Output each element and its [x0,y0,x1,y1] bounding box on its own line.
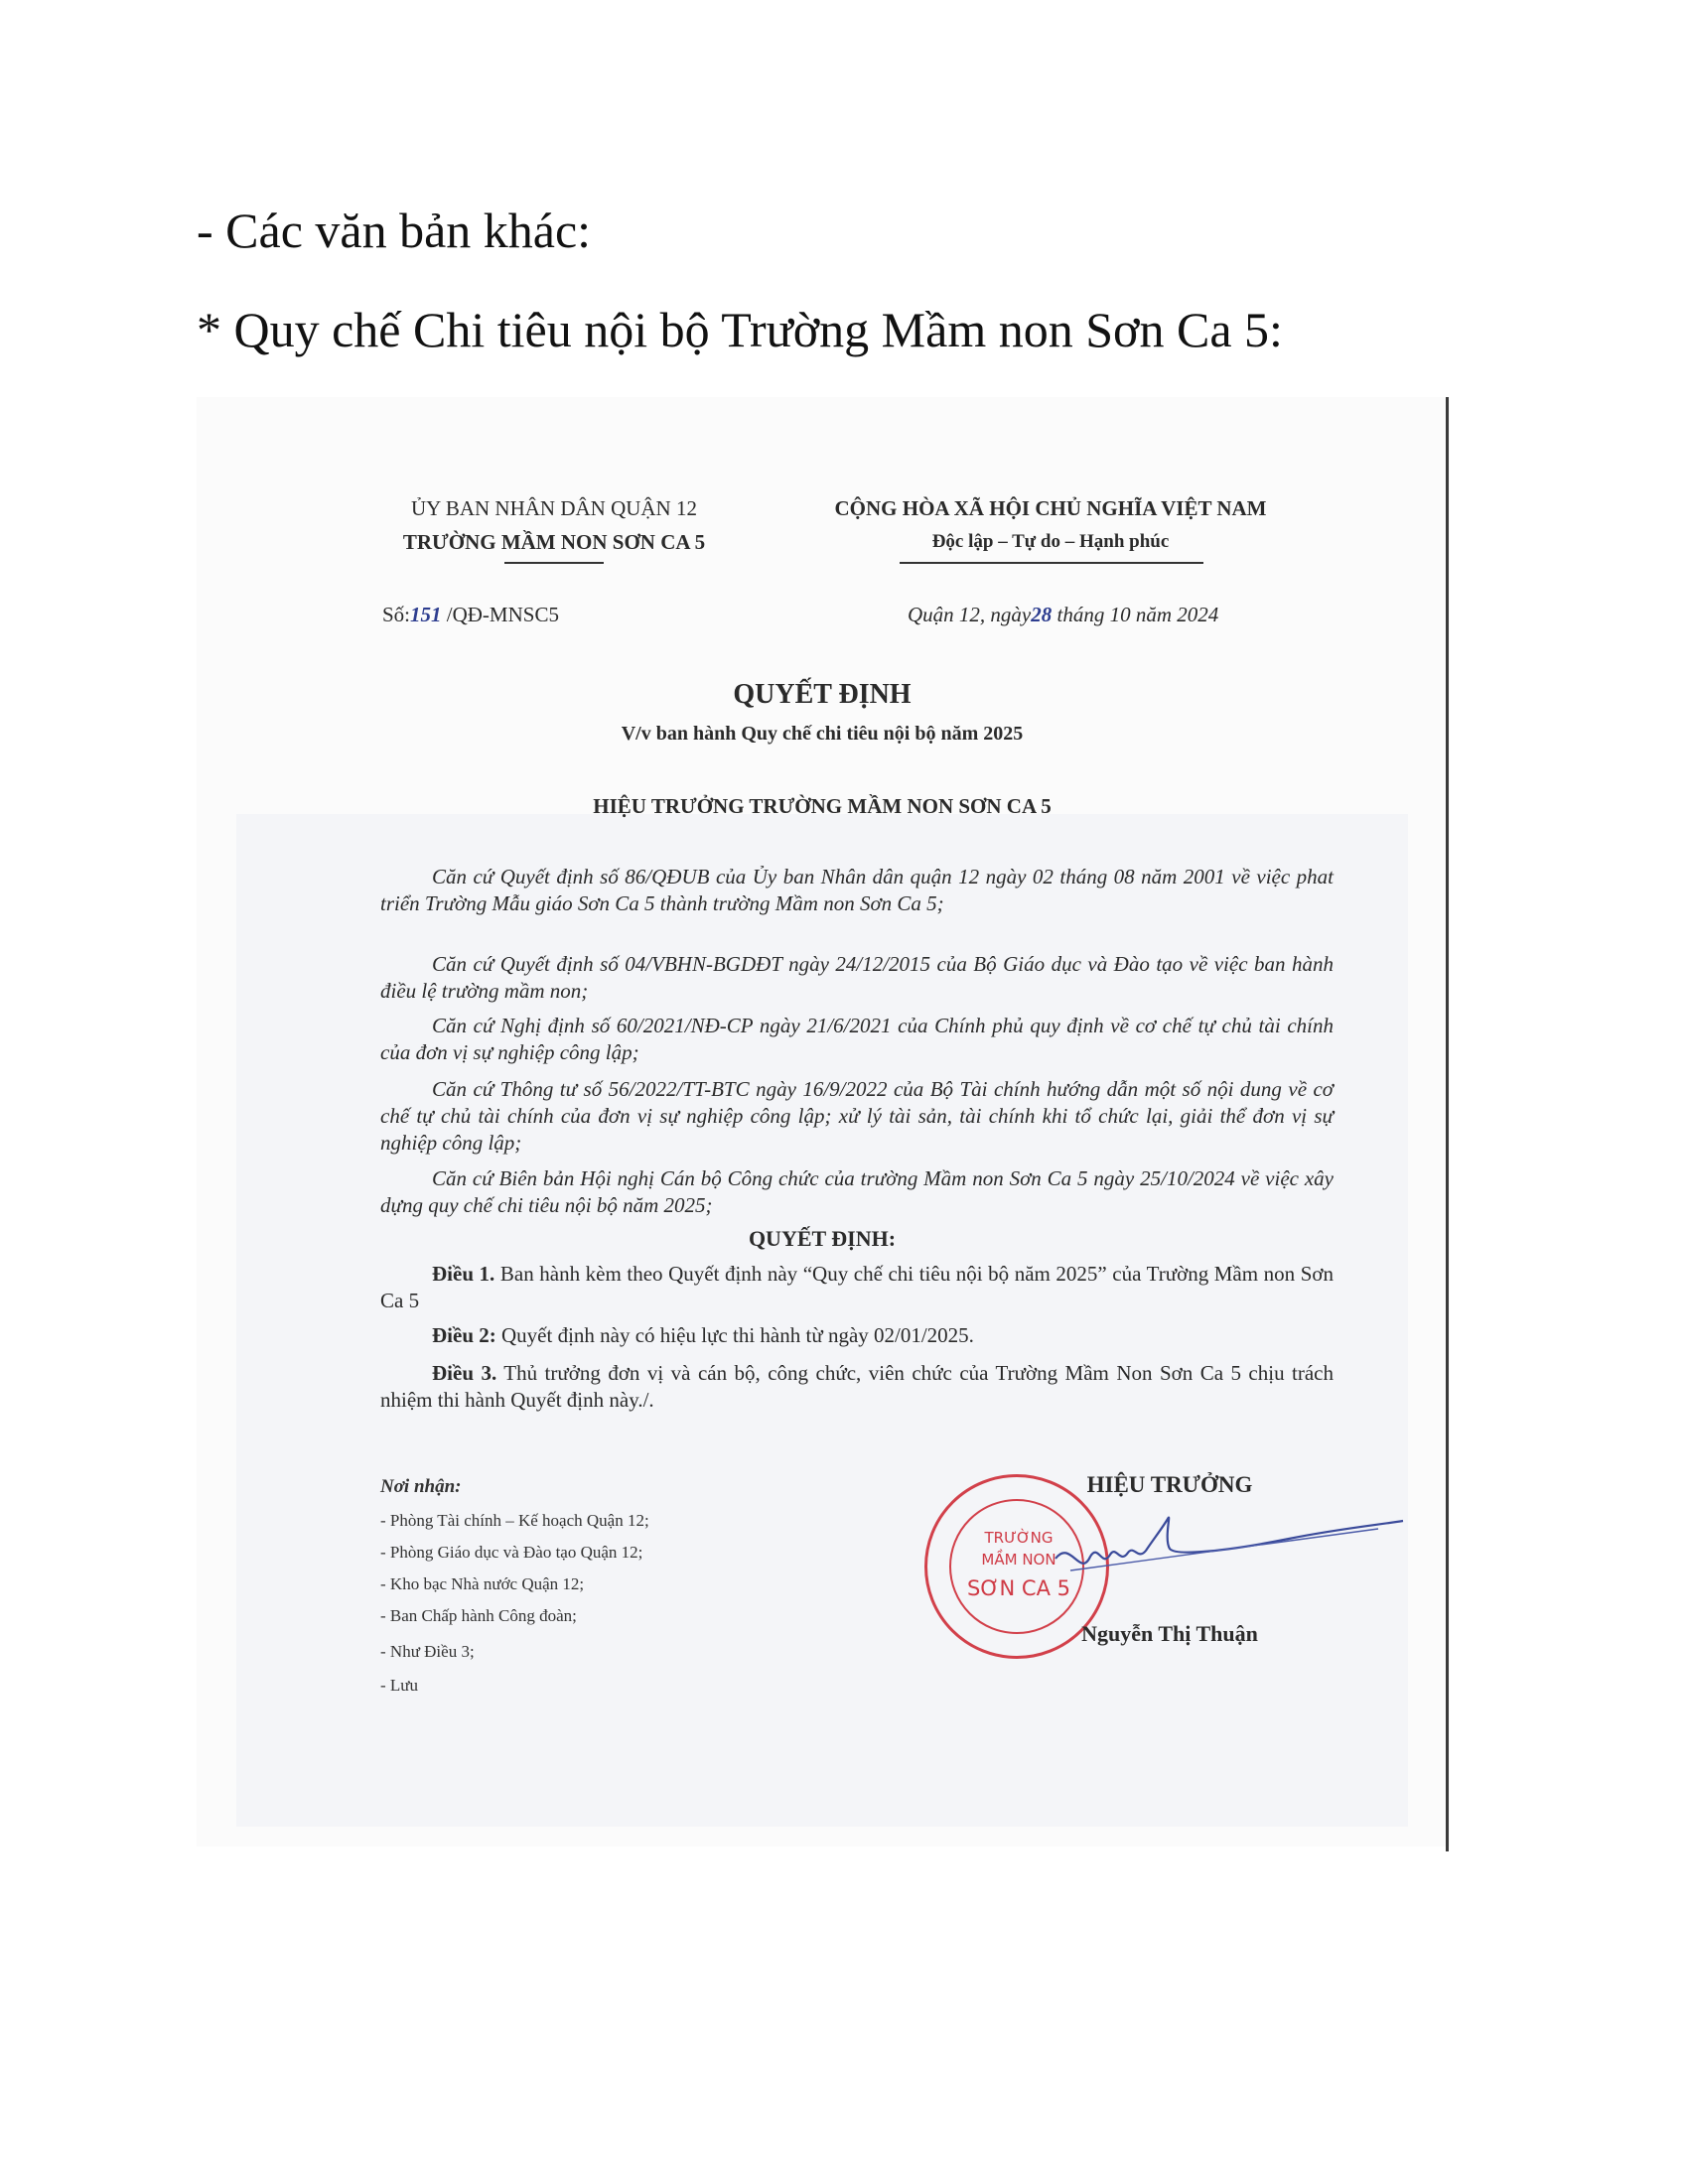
recipient-item: - Như Điều 3; [380,1642,475,1661]
legal-basis-4: Căn cứ Thông tư số 56/2022/TT-BTC ngày 16/9/2022 của Bộ Tài chính hướng dẫn một số nội dung về cơ chế tự chủ tài chính của đơn vị sự nghiệp công lập; xử lý tài sản, tài chính khi tổ chức lại, giải thể đơn vị sự nghiệp công lập; [380,1077,1334,1155]
decision-subtitle: V/v ban hành Quy chế chi tiêu nội bộ năm 2025 [621,723,1024,745]
handwritten-day: 28 [1031,603,1053,626]
national-title: CỘNG HÒA XÃ HỘI CHỦ NGHĨA VIỆT NAM [834,496,1267,520]
stamp-text: TRƯỜNG [984,1529,1054,1547]
legal-basis-5: Căn cứ Biên bản Hội nghị Cán bộ Công chức của trường Mầm non Sơn Ca 5 ngày 25/10/2024 về việc xây dựng quy chế chi tiêu nội bộ năm 2025; [380,1166,1334,1217]
legal-basis-3: Căn cứ Nghị định số 60/2021/NĐ-CP ngày 21/6/2021 của Chính phủ quy định về cơ chế tự chủ tài chính của đơn vị sự nghiệp công lập; [380,1014,1334,1064]
recipient-item: - Lưu [380,1676,419,1695]
article-3: Điều 3. Thủ trưởng đơn vị và cán bộ, công chức, viên chức của Trường Mầm Non Sơn Ca 5 chịu trách nhiệm thi hành Quyết định này./. [380,1361,1334,1412]
scanned-decision-image [197,397,1450,1846]
article-1: Điều 1. Ban hành kèm theo Quyết định này “Quy chế chi tiêu nội bộ năm 2025” của Trường Mầm non Sơn Ca 5 [380,1262,1334,1312]
section-heading-spending-regulation: * Quy chế Chi tiêu nội bộ Trường Mầm non Sơn Ca 5: [197,302,1283,357]
scan-right-edge [1446,397,1449,1851]
issuing-school: TRƯỜNG MẦM NON SƠN CA 5 [402,530,706,554]
signer-title: HIỆU TRƯỞNG [1086,1472,1253,1497]
document-number: Số:151 /QĐ-MNSC5 [382,603,559,626]
recipients-heading: Nơi nhận: [380,1476,462,1497]
recipient-item: - Phòng Tài chính – Kế hoạch Quận 12; [380,1511,649,1530]
issuing-authority-heading: HIỆU TRƯỞNG TRƯỜNG MẦM NON SƠN CA 5 [593,794,1052,818]
national-motto: Độc lập – Tự do – Hạnh phúc [931,531,1170,552]
decision-heading: QUYẾT ĐỊNH: [748,1226,897,1251]
legal-basis-2: Căn cứ Quyết định số 04/VBHN-BGDĐT ngày 24/12/2015 của Bộ Giáo dục và Đào tạo về việc ban hành điều lệ trường mầm non; [380,952,1334,1003]
recipient-item: - Kho bạc Nhà nước Quận 12; [380,1574,585,1593]
issuing-authority: ỦY BAN NHÂN DÂN QUẬN 12 [411,496,697,520]
signer-name: Nguyễn Thị Thuận [1081,1621,1258,1646]
section-heading-other-documents: - Các văn bản khác: [197,203,592,258]
recipient-item: - Ban Chấp hành Công đoàn; [380,1606,577,1625]
decision-title: QUYẾT ĐỊNH [733,679,912,710]
stamp-text: MẦM NON [981,1551,1056,1569]
stamp-text: SƠN CA 5 [967,1576,1070,1600]
header-left-rule [504,562,604,564]
article-2: Điều 2: Quyết định này có hiệu lực thi hành từ ngày 02/01/2025. [432,1323,974,1347]
handwritten-number: 151 [410,603,442,626]
document-date: Quận 12, ngày28 tháng 10 năm 2024 [908,603,1219,626]
header-right-rule [900,562,1203,564]
legal-basis-1: Căn cứ Quyết định số 86/QĐUB của Ủy ban Nhân dân quận 12 ngày 02 tháng 08 năm 2001 về việc phat triển Trường Mẫu giáo Sơn Ca 5 thành trường Mầm non Sơn Ca 5; [380,865,1334,915]
recipient-item: - Phòng Giáo dục và Đào tạo Quận 12; [380,1543,643,1562]
handwritten-signature [1051,1499,1408,1598]
